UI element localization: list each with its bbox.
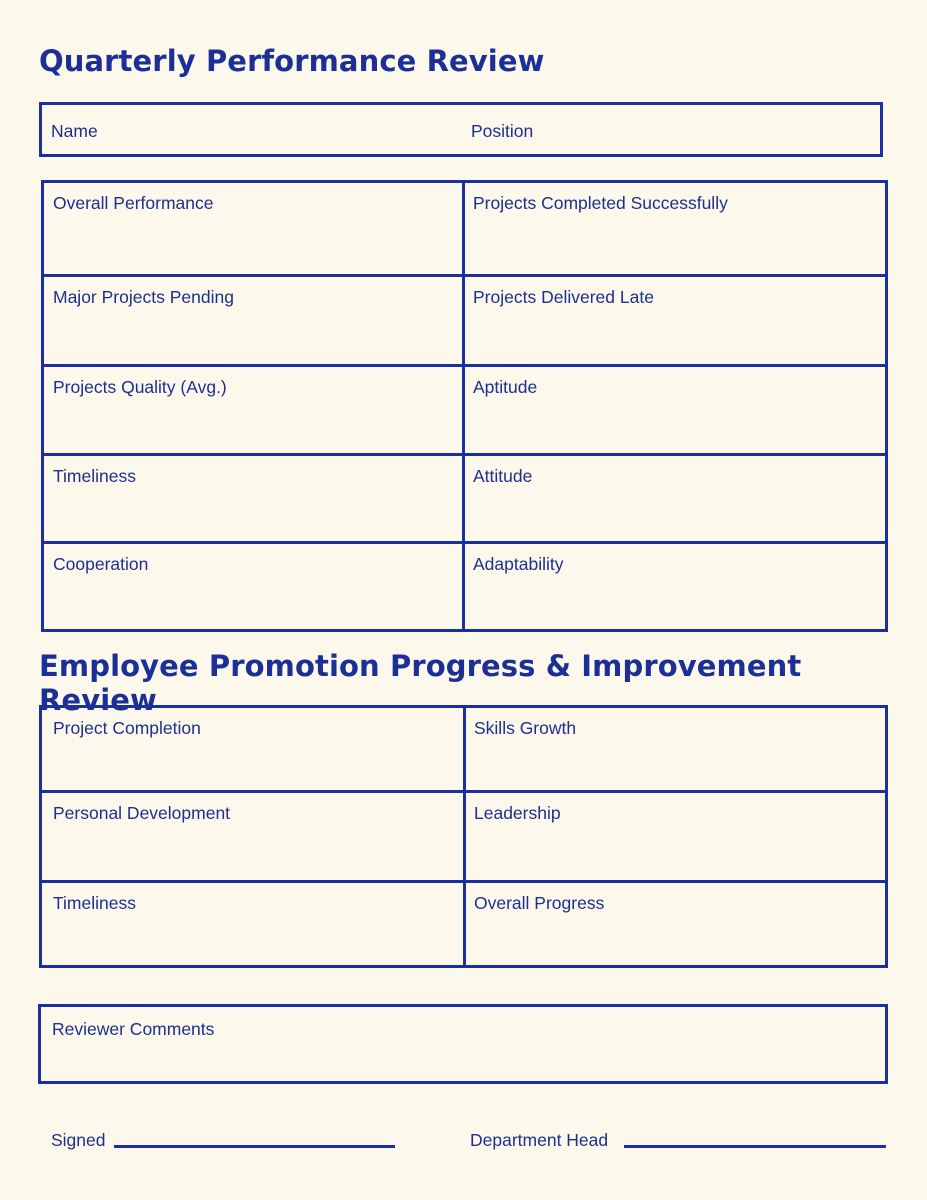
reviewer-comments-label: Reviewer Comments	[52, 1019, 215, 1039]
leadership-field[interactable]	[466, 793, 885, 883]
timeliness-field[interactable]	[42, 883, 466, 965]
project-completion-field[interactable]	[42, 708, 466, 793]
name-position-box	[39, 102, 883, 157]
projects-delivered-late-field[interactable]	[465, 277, 885, 367]
department-head-label: Department Head	[470, 1130, 609, 1150]
overall-progress-field[interactable]	[466, 883, 885, 965]
field-label: Project Completion	[53, 718, 201, 738]
skills-growth-field[interactable]	[466, 708, 885, 793]
position-field[interactable]: Position	[471, 121, 534, 141]
personal-development-field[interactable]	[42, 793, 466, 883]
aptitude-field[interactable]	[465, 367, 885, 456]
field-label: Personal Development	[53, 803, 231, 823]
signed-line[interactable]	[114, 1145, 395, 1148]
attitude-field[interactable]	[465, 456, 885, 544]
field-label: Timeliness	[53, 466, 136, 486]
department-head-line[interactable]	[624, 1145, 886, 1148]
promotion-review-grid	[39, 705, 888, 968]
timeliness-field[interactable]	[44, 456, 465, 544]
field-label: Attitude	[473, 466, 533, 486]
cooperation-field[interactable]	[44, 544, 465, 629]
projects-completed-field[interactable]	[465, 183, 885, 277]
overall-performance-field[interactable]	[44, 183, 465, 277]
field-label: Skills Growth	[474, 718, 577, 738]
field-label: Overall Progress	[474, 893, 605, 913]
quarterly-review-grid	[41, 180, 888, 632]
adaptability-field[interactable]	[465, 544, 885, 629]
field-label: Overall Performance	[53, 193, 214, 213]
projects-quality-field[interactable]	[44, 367, 465, 456]
field-label: Timeliness	[53, 893, 136, 913]
reviewer-comments-field[interactable]	[38, 1004, 888, 1084]
field-label: Leadership	[474, 803, 561, 823]
major-projects-pending-field[interactable]	[44, 277, 465, 367]
field-label: Projects Completed Successfully	[473, 193, 728, 213]
field-label: Major Projects Pending	[53, 287, 234, 307]
name-field[interactable]: Name	[51, 121, 98, 141]
field-label: Cooperation	[53, 554, 149, 574]
page-title: Quarterly Performance Review	[39, 44, 545, 78]
section-title: Employee Promotion Progress & Improvement Review	[39, 649, 802, 717]
field-label: Adaptability	[473, 554, 564, 574]
signed-label: Signed	[51, 1130, 106, 1150]
field-label: Aptitude	[473, 377, 538, 397]
field-label: Projects Delivered Late	[473, 287, 654, 307]
field-label: Projects Quality (Avg.)	[53, 377, 227, 397]
